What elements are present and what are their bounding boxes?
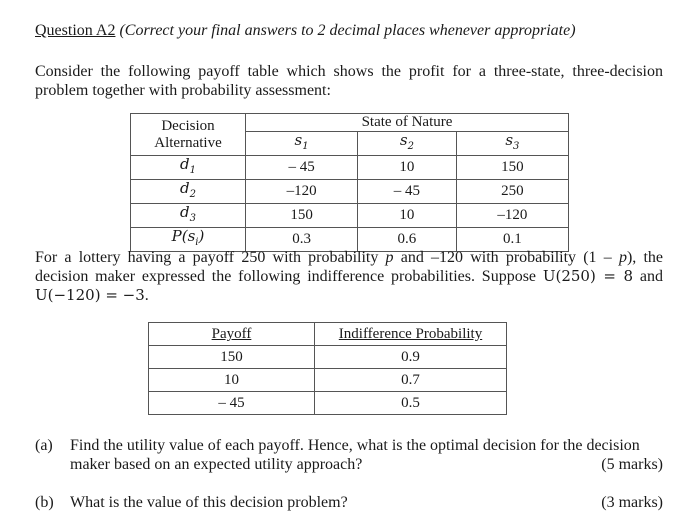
state-header: $s_1$ xyxy=(246,132,358,156)
table-row xyxy=(131,156,569,180)
state-of-nature-header: State of Nature xyxy=(246,114,569,132)
table-row xyxy=(149,369,507,392)
probability-cell: 0.5 xyxy=(315,392,507,415)
question-a-line1: Find the utility value of each payoff. Hence, what is the optimal decision for the decision xyxy=(70,437,640,454)
decision-label: $d_3$ xyxy=(131,204,246,228)
question-b-marks: (3 marks) xyxy=(601,494,663,511)
table-row xyxy=(131,180,569,204)
question-a-label: (a) xyxy=(35,437,53,454)
probability-cell: 0.3 xyxy=(246,228,358,252)
payoff-cell: – 45 xyxy=(358,180,457,204)
table-row xyxy=(149,392,507,415)
indifference-table xyxy=(148,322,507,415)
payoff-cell: –120 xyxy=(456,204,568,228)
probability-cell: 0.6 xyxy=(358,228,457,252)
table-row xyxy=(149,346,507,369)
utility-minus-120: U(−120) = −3 xyxy=(35,286,145,304)
question-a-marks: (5 marks) xyxy=(601,456,663,473)
question-b-text: What is the value of this decision problem? xyxy=(70,494,348,511)
payoff-cell: 10 xyxy=(358,204,457,228)
question-a-line2: maker based on an expected utility approach? xyxy=(70,456,363,473)
intro-paragraph: Consider the following payoff table which shows the profit for a three-state, three-decision problem together with probability assessment: xyxy=(35,63,663,99)
probability-cell: 0.1 xyxy=(456,228,568,252)
lottery-paragraph: For a lottery having a payoff 250 with probability p and –120 with probability (1 – p), the decision maker expressed the following indifference probabilities. Suppose U(250) = 8 and U(−120) = −3. xyxy=(35,249,664,304)
payoff-cell: 150 xyxy=(149,346,315,369)
decision-alternative-header: Decision Alternative xyxy=(131,114,246,156)
decision-label: $d_2$ xyxy=(131,180,246,204)
table-row xyxy=(131,204,569,228)
question-a xyxy=(35,436,663,476)
payoff-cell: 10 xyxy=(149,369,315,392)
probability-cell: 0.7 xyxy=(315,369,507,392)
payoff-header: Payoff xyxy=(149,323,315,346)
decision-label: $d_1$ xyxy=(131,156,246,180)
probability-cell: 0.9 xyxy=(315,346,507,369)
probability-label: $P(s_i)$ xyxy=(131,228,246,252)
question-b xyxy=(35,493,663,513)
question-label: Question A2 xyxy=(35,22,116,39)
state-header: $s_3$ xyxy=(456,132,568,156)
question-instruction: (Correct your final answers to 2 decimal places whenever appropriate) xyxy=(119,22,576,39)
payoff-cell: 150 xyxy=(246,204,358,228)
payoff-cell: –120 xyxy=(246,180,358,204)
payoff-cell: – 45 xyxy=(246,156,358,180)
payoff-cell: 250 xyxy=(456,180,568,204)
state-header: $s_2$ xyxy=(358,132,457,156)
indifference-probability-header: Indifference Probability xyxy=(315,323,507,346)
payoff-table xyxy=(130,113,569,252)
question-heading xyxy=(35,22,576,40)
payoff-cell: 10 xyxy=(358,156,457,180)
question-b-label: (b) xyxy=(35,494,54,511)
payoff-cell: 150 xyxy=(456,156,568,180)
utility-250: U(250) = 8 xyxy=(542,267,634,285)
payoff-cell: – 45 xyxy=(149,392,315,415)
